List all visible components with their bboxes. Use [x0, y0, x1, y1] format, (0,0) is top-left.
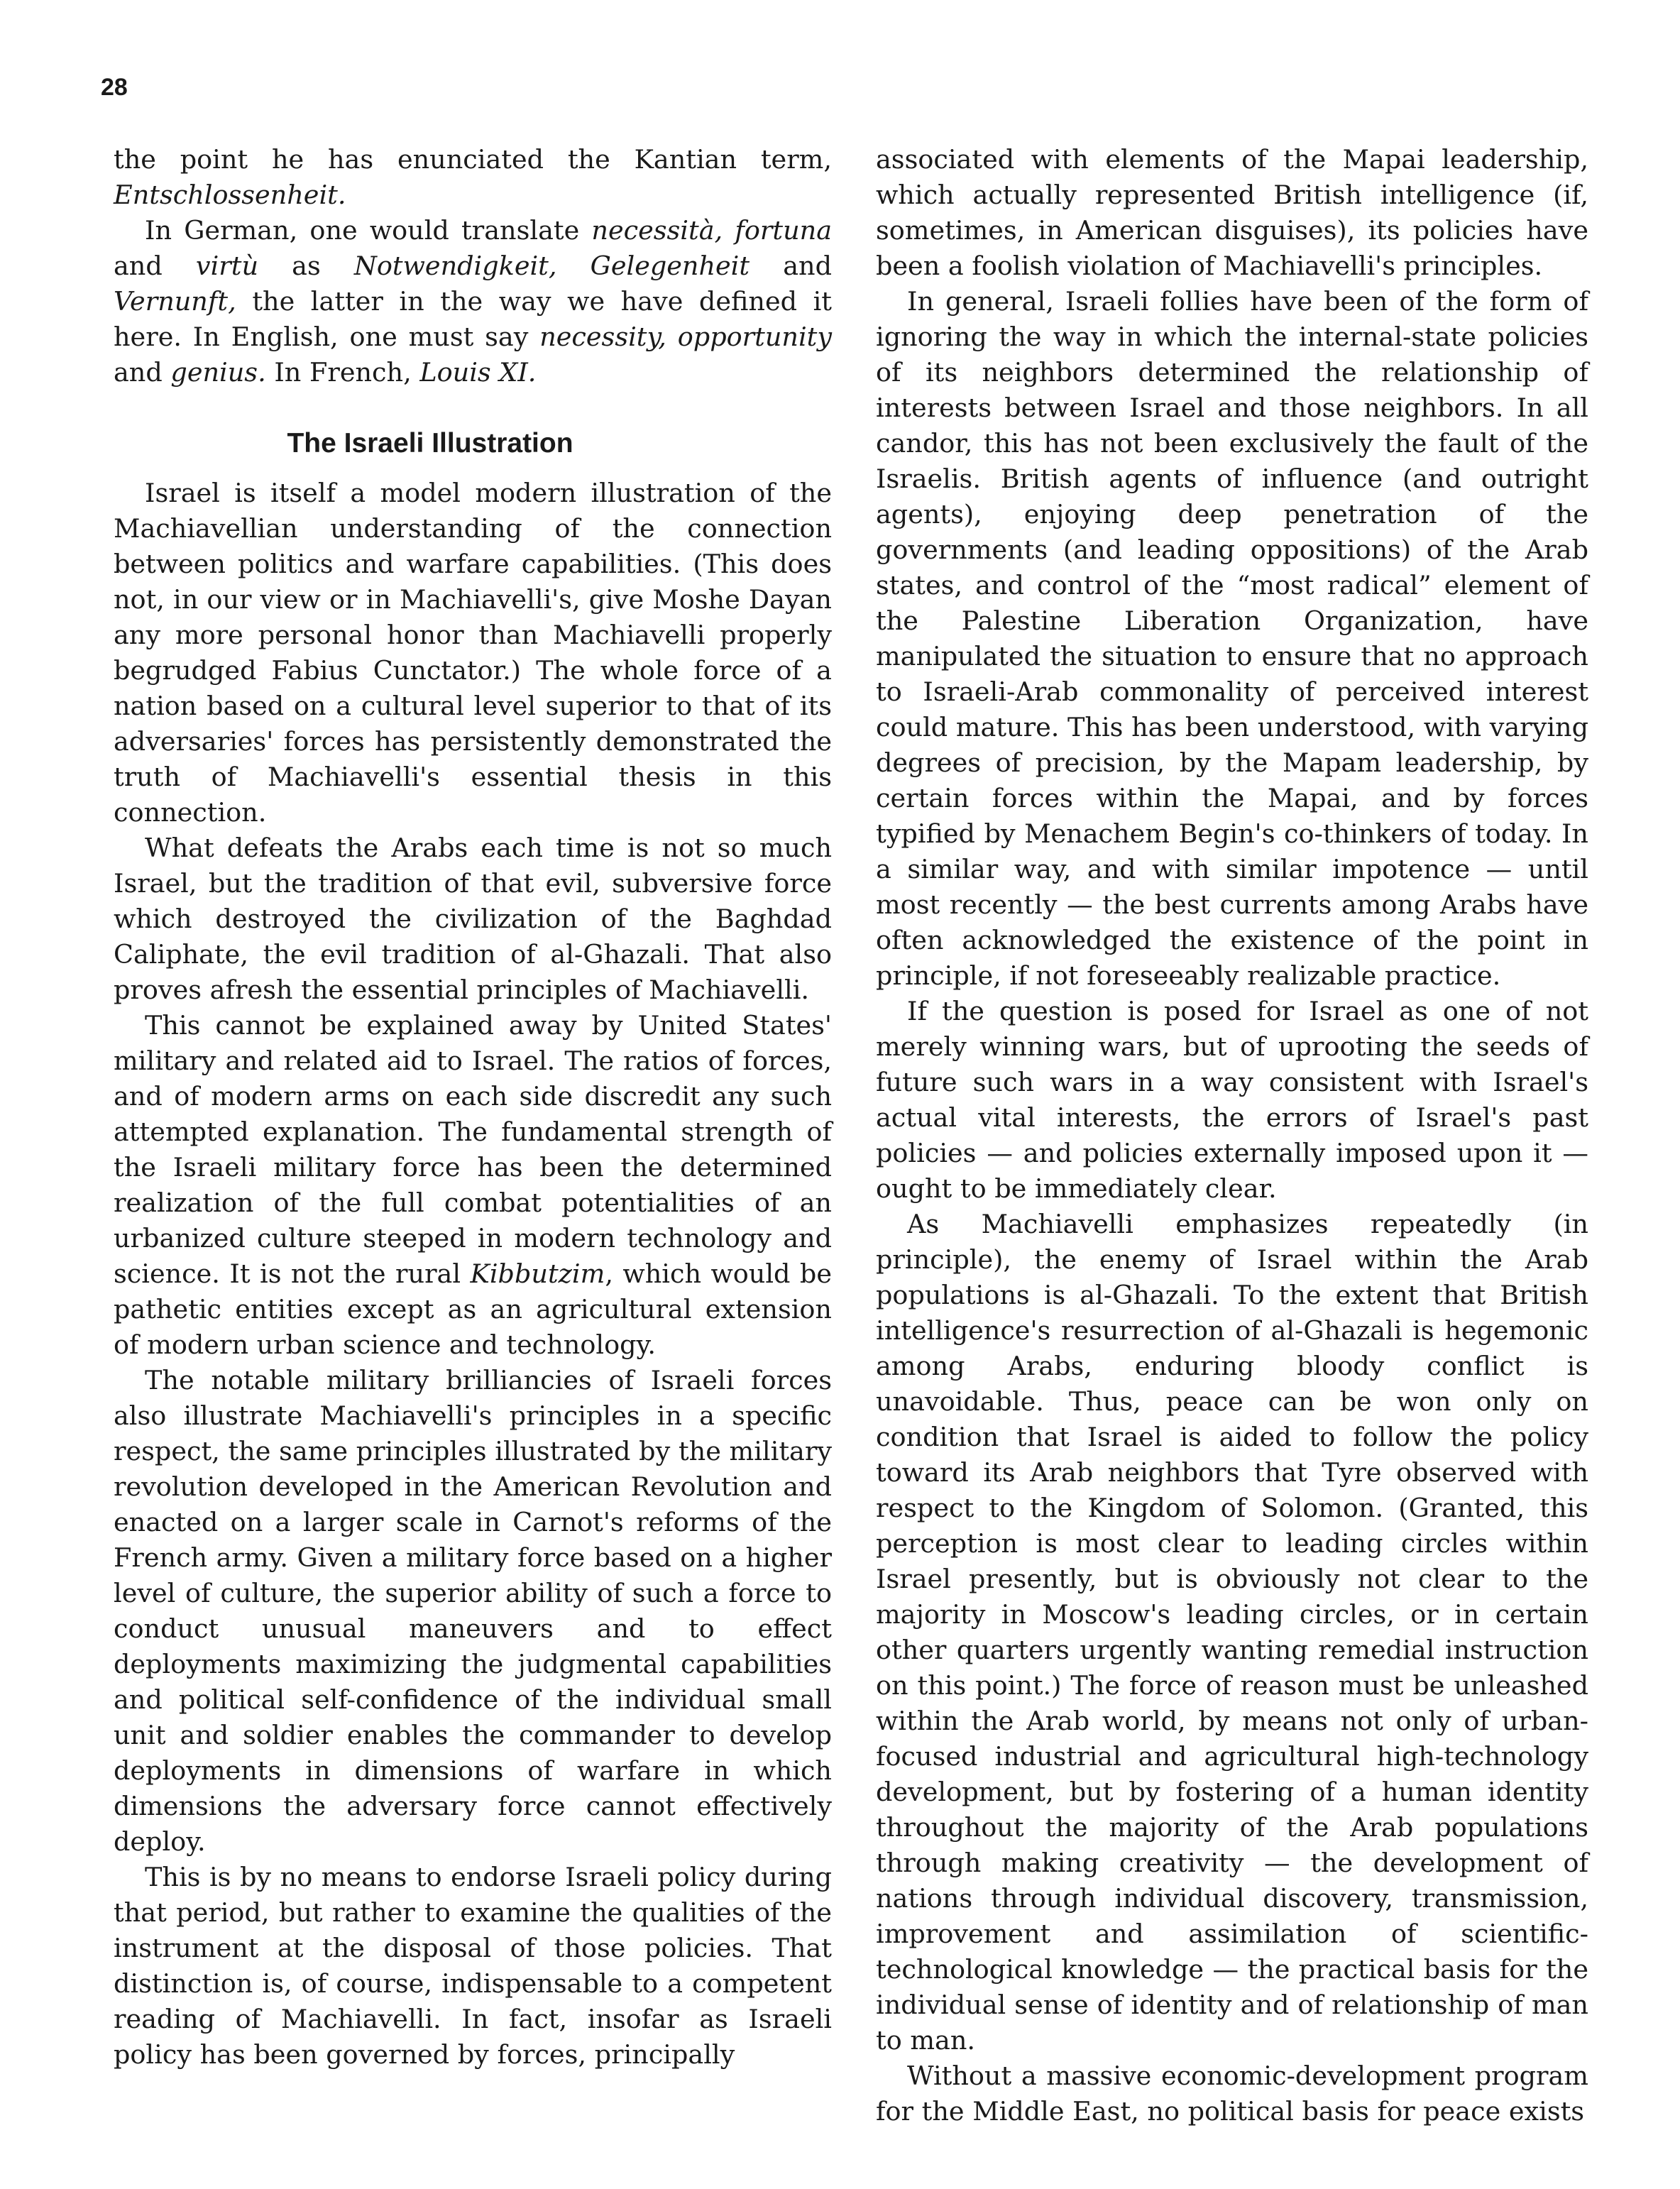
paragraph-question-posed: If the question is posed for Israel as one of not merely winning wars, but of uprooting the seeds of future such wars in a way consistent with Israel's actual vital interests, the errors of Israel's past policies — and policies externally imposed upon it — ought to be immediately clear. — [876, 996, 1588, 1204]
paragraph-economic-development: Without a massive economic-development program for the Middle East, no political basis for peace exists — [876, 2061, 1588, 2127]
paragraph-defeats-arabs: What defeats the Arabs each time is not so much Israel, but the tradition of that evil, subversive force which destroyed the civilization of the Baghdad Caliphate, the evil tradition of al-Ghazali. That also proves afresh the essential principles of Machiavelli. — [114, 833, 832, 1005]
page-number: 28 — [101, 74, 128, 101]
paragraph-al-ghazali: As Machiavelli emphasizes repeatedly (in principle), the enemy of Israel within the Arab populations is al-Ghazali. To the extent that British intelligence's resurrection of al-Ghazali is hegemonic among Arabs, enduring bloody conflict is unavoidable. Thus, peace can be won only on condition that Israel is aided to follow the policy toward its Arab neighbors that Tyre observed with respect to the Kingdom of Solomon. (Granted, this perception is most clear to leading circles within Israel presently, but is obviously not clear to the majority in Moscow's leading circles, or in certain other quarters urgently wanting remedial instruction on this point.) The force of reason must be unleashed within the Arab world, by means not only of urban-focused industrial and agricultural high-technology development, but by fostering of a human identity throughout the majority of the Arab populations through making creativity — the development of nations through individual discovery, transmission, improvement and assimilation of scientific-technological knowledge — the practical basis for the individual sense of identity and of relationship of man to man. — [876, 1209, 1588, 2056]
paragraph-no-endorsement: This is by no means to endorse Israeli policy during that period, but rather to examine the qualities of the instrument at the disposal of those policies. That distinction is, of course, indispensable to a competent reading of Machiavelli. In fact, insofar as Israeli policy has been governed by forces, principally — [114, 1862, 832, 2070]
left-column — [114, 142, 832, 2073]
paragraph-mapai-continuation: associated with elements of the Mapai leadership, which actually represented British intelligence (if, sometimes, in American disguises), its policies have been a foolish violation of Machiavelli's principles. — [876, 144, 1588, 281]
paragraph-israeli-follies: In general, Israeli follies have been of the form of ignoring the way in which the internal-state policies of its neighbors determined the relationship of interests between Israel and those neighbors. In all candor, this has not been exclusively the fault of the Israelis. British agents of influence (and outright agents), enjoying deep penetration of the governments (and leading oppositions) of the Arab states, and control of the “most radical” element of the Palestine Liberation Organization, have manipulated the situation to ensure that no approach to Israeli-Arab commonality of perceived interest could mature. This has been understood, with varying degrees of precision, by the Mapam leadership, by certain forces within the Mapai, and by forces typified by Menachem Begin's co-thinkers of today. In a similar way, and with similar impotence — until most recently — the best currents among Arabs have often acknowledged the existence of the point in principle, if not foreseeably realizable practice. — [876, 286, 1588, 991]
section-heading: The Israeli Illustration — [287, 428, 573, 459]
paragraph-german-translation: In German, one would translate necessità, fortuna and virtù as Notwendigkeit, Gelegenheit and Vernunft, the latter in the way we have defined it here. In English, one must say necessity, opportunity and genius. In French, Louis XI. — [114, 215, 833, 388]
paragraph-explained-away: This cannot be explained away by United States' military and related aid to Israel. The ratios of forces, and of modern arms on each side discredit any such attempted explanation. The fundamental strength of the Israeli military force has been the determined realization of the full combat potentialities of an urbanized culture steeped in modern technology and science. It is not the rural Kibbutzim, which would be pathetic entities except as an agricultural extension of modern urban science and technology. — [114, 1010, 832, 1360]
paragraph-kantian: the point he has enunciated the Kantian term, Entschlossenheit. — [114, 144, 832, 210]
right-column — [876, 142, 1588, 2129]
paragraph-military-brilliancies: The notable military brilliancies of Israeli forces also illustrate Machiavelli's principles in a specific respect, the same principles illustrated by the military revolution developed in the American Revolution and enacted on a larger scale in Carnot's reforms of the French army. Given a military force based on a higher level of culture, the superior ability of such a force to conduct unusual maneuvers and to effect deployments maximizing the judgmental capabilities and political self-confidence of the individual small unit and soldier enables the commander to develop deployments in dimensions of warfare in which dimensions the adversary force cannot effectively deploy. — [114, 1365, 832, 1857]
paragraph-israel-model: Israel is itself a model modern illustration of the Machiavellian understanding of the connection between politics and warfare capabilities. (This does not, in our view or in Machiavelli's, give Moshe Dayan any more personal honor than Machiavelli properly begrudged Fabius Cunctator.) The whole force of a nation based on a cultural level superior to that of its adversaries' forces has persistently demonstrated the truth of Machiavelli's essential thesis in this connection. — [114, 478, 832, 828]
